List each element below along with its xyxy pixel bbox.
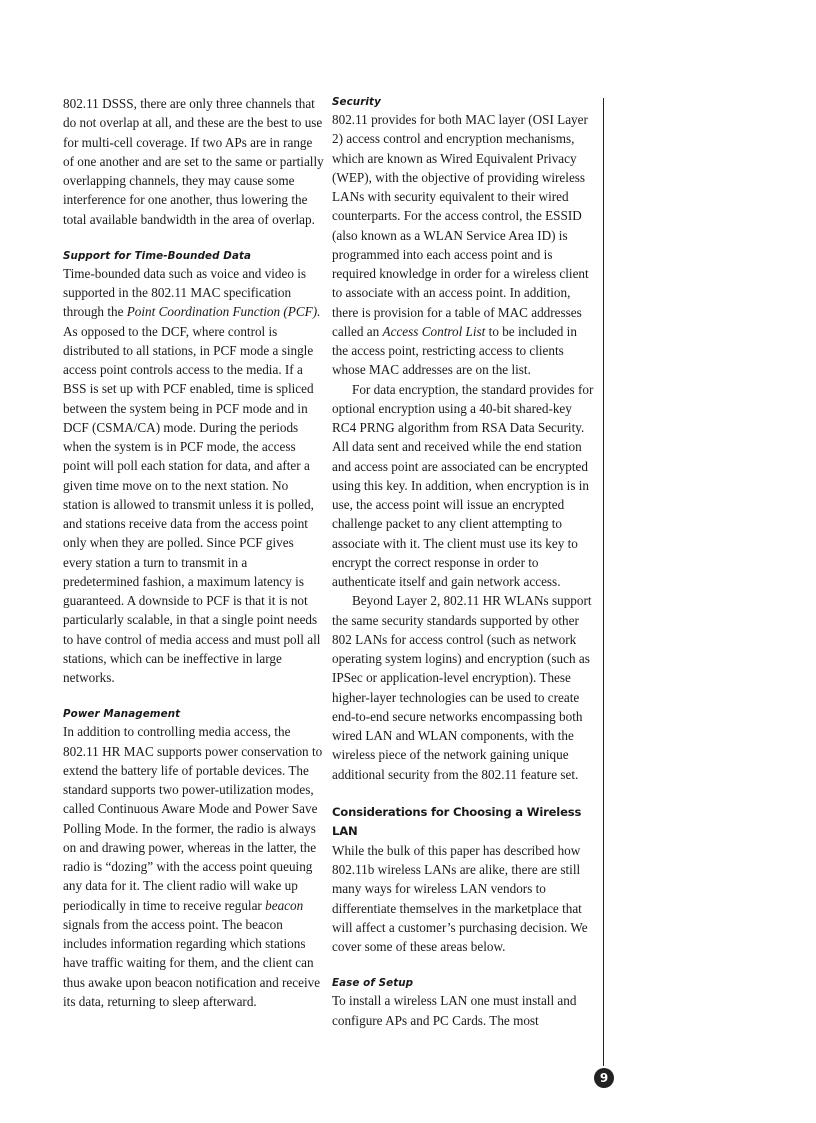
right-column xyxy=(332,94,594,1030)
considerations-paragraph: While the bulk of this paper has described how 802.11b wireless LANs are alike, there are still many ways for wireless LAN vendors to differentiate themselves in the marketplace that will affect a customer’s purchasing decision. We cover some of these areas below. xyxy=(332,842,588,954)
ease-of-setup-paragraph: To install a wireless LAN one must install and configure APs and PC Cards. The most xyxy=(332,993,577,1028)
security-paragraph-3: Beyond Layer 2, 802.11 HR WLANs support the same security standards supported by other 802 LANs for access control (such as network operating system logins) and encryption (such as IPSec or application-level encryption). These higher-layer technologies can be used to create end-to-end secure networks encompassing both wired LAN and WLAN components, with the wireless piece of the network gaining unique additional security from the 802.11 feature set. xyxy=(332,593,592,782)
heading-time-bounded: Support for Time-Bounded Data xyxy=(63,249,252,262)
heading-security: Security xyxy=(332,96,381,108)
heading-considerations: Considerations for Choosing a Wireless LAN xyxy=(332,804,582,838)
time-bounded-paragraph: Time-bounded data such as voice and video is supported in the 802.11 MAC specification through the Point Coordination Function (PCF). As opposed to the DCF, where control is distributed to all stations, in PCF mode a single access point controls access to the media. If a BSS is set up with PCF enabled, time is spliced between the system being in PCF mode and in DCF (CSMA/CA) mode. During the periods when the system is in PCF mode, the access point will poll each station for data, and after a given time move on to the next station. No station is allowed to transmit unless it is polled, and stations receive data from the access point only when they are polled. Since PCF gives every station a turn to transmit in a predetermined fashion, a maximum latency is guaranteed. A downside to PCF is that it is not particularly scalable, in that a single point needs to have control of media access and must poll all stations, which can be ineffective in large networks. xyxy=(63,265,321,685)
heading-ease-of-setup: Ease of Setup xyxy=(332,977,414,990)
heading-power-management: Power Management xyxy=(63,708,181,721)
left-column xyxy=(63,94,325,1011)
security-paragraph-1: 802.11 provides for both MAC layer (OSI Layer 2) access control and encryption mechanisms, which are known as Wired Equivalent Privacy (WEP), with the objective of providing wireless LANs with security equivalent to their wired counterparts. For the access control, the ESSID (also known as a WLAN Service Area ID) is programmed into each access point and is required knowledge in order for a wireless client to associate with an access point. In addition, there is provision for a table of MAC addresses called an Access Control List to be included in the access point, restricting access to clients whose MAC addresses are on the list. xyxy=(332,112,589,378)
page-number-badge: 9 xyxy=(594,1068,614,1088)
vertical-rule xyxy=(603,98,604,1066)
security-paragraph-2: For data encryption, the standard provides for optional encryption using a 40-bit shared-key RC4 PRNG algorithm from RSA Data Security. All data sent and received while the end station and access point are associated can be encrypted using this key. In addition, when encryption is in use, the access point will issue an encrypted challenge packet to any client attempting to associate with it. The client must use its key to encrypt the correct response in order to authenticate itself and gain network access. xyxy=(332,381,594,589)
intro-paragraph: 802.11 DSSS, there are only three channels that do not overlap at all, and these are the best to use for multi-cell coverage. If two APs are in range of one another and are set to the same or partially overlapping channels, they may cause some interference for one another, thus lowering the total available bandwidth in the area of overlap. xyxy=(63,96,324,227)
power-management-paragraph: In addition to controlling media access, the 802.11 HR MAC supports power conservation to extend the battery life of portable devices. The standard supports two power-utilization modes, called Continuous Aware Mode and Power Save Polling Mode. In the former, the radio is always on and drawing power, whereas in the latter, the radio is “dozing” with the access point queuing any data for it. The client radio will wake up periodically in time to receive regular beacon signals from the access point. The beacon includes information regarding which stations have traffic waiting for them, and the client can thus awake upon beacon notification and receive its data, returning to sleep afterward. xyxy=(63,724,323,1009)
